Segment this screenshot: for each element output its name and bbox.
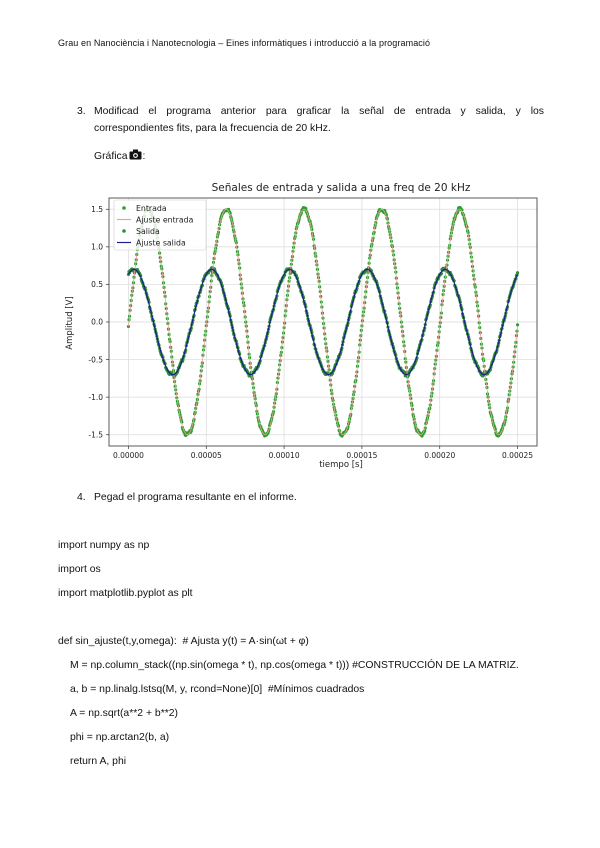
x-axis-label: tiempo [s] bbox=[319, 460, 363, 470]
document-header: Grau en Nanociència i Nanotecnologia – Eines informàtiques i introducció a la programació bbox=[58, 38, 431, 48]
code-line: import matplotlib.pyplot as plt bbox=[58, 588, 193, 599]
x-tick-label: 0.00005 bbox=[190, 451, 222, 460]
x-tick-label: 0.00020 bbox=[424, 451, 456, 460]
data-point bbox=[516, 323, 519, 326]
x-tick-label: 0.00025 bbox=[502, 451, 534, 460]
code-line: phi = np.arctan2(b, a) bbox=[70, 732, 170, 743]
item-3-text bbox=[94, 103, 544, 137]
y-tick-label: 0.5 bbox=[91, 280, 103, 290]
code-line: A = np.sqrt(a**2 + b**2) bbox=[70, 708, 179, 719]
item-4-text: Pegad el programa resultante en el informe. bbox=[94, 492, 297, 503]
code-line: def sin_ajuste(t,y,omega): # Ajusta y(t) = A·sin(ωt + φ) bbox=[58, 636, 309, 647]
code-line: M = np.column_stack((np.sin(omega * t), np.cos(omega * t))) #CONSTRUCCIÓN DE LA MATRIZ. bbox=[70, 660, 519, 671]
item-3-line-2: correspondientes fits, para la frecuencia de 20 kHz. bbox=[94, 123, 331, 134]
grafica-label-row bbox=[94, 148, 145, 166]
data-point bbox=[516, 271, 519, 274]
x-tick-label: 0.00015 bbox=[346, 451, 378, 460]
x-tick-label: 0.00000 bbox=[112, 451, 144, 460]
code-line: return A, phi bbox=[70, 756, 127, 767]
code-line: a, b = np.linalg.lstsq(M, y, rcond=None)[0] #Mínimos cuadrados bbox=[70, 684, 365, 695]
chart-title: Señales de entrada y salida a una freq de 20 kHz bbox=[211, 182, 471, 194]
y-tick-label: 0.0 bbox=[91, 317, 103, 327]
code-line: import os bbox=[58, 564, 101, 575]
y-tick-label: 1.5 bbox=[91, 204, 103, 214]
legend-label: Ajuste salida bbox=[136, 238, 186, 248]
grafica-suffix: : bbox=[142, 151, 146, 162]
y-axis-label: Amplitud [V] bbox=[65, 296, 75, 350]
y-tick-label: -1.0 bbox=[88, 392, 103, 402]
y-tick-label: -1.5 bbox=[88, 430, 103, 440]
item-3-line-1: Modificad el programa anterior para graficar la señal de entrada y salida, y los bbox=[94, 106, 544, 117]
legend-label: Salida bbox=[136, 226, 160, 236]
legend-label: Entrada bbox=[136, 203, 167, 213]
item-4-number: 4. bbox=[77, 492, 86, 503]
signal-chart bbox=[62, 178, 542, 473]
x-tick-label: 0.00010 bbox=[268, 451, 300, 460]
legend-marker bbox=[122, 229, 126, 233]
legend-marker bbox=[122, 206, 126, 210]
legend-label: Ajuste entrada bbox=[136, 215, 194, 225]
grafica-label: Gráfica bbox=[94, 151, 128, 162]
y-tick-label: 1.0 bbox=[91, 242, 103, 252]
y-tick-label: -0.5 bbox=[88, 355, 103, 365]
camera-icon bbox=[129, 149, 142, 166]
item-3-number: 3. bbox=[77, 106, 86, 117]
code-line: import numpy as np bbox=[58, 540, 150, 551]
